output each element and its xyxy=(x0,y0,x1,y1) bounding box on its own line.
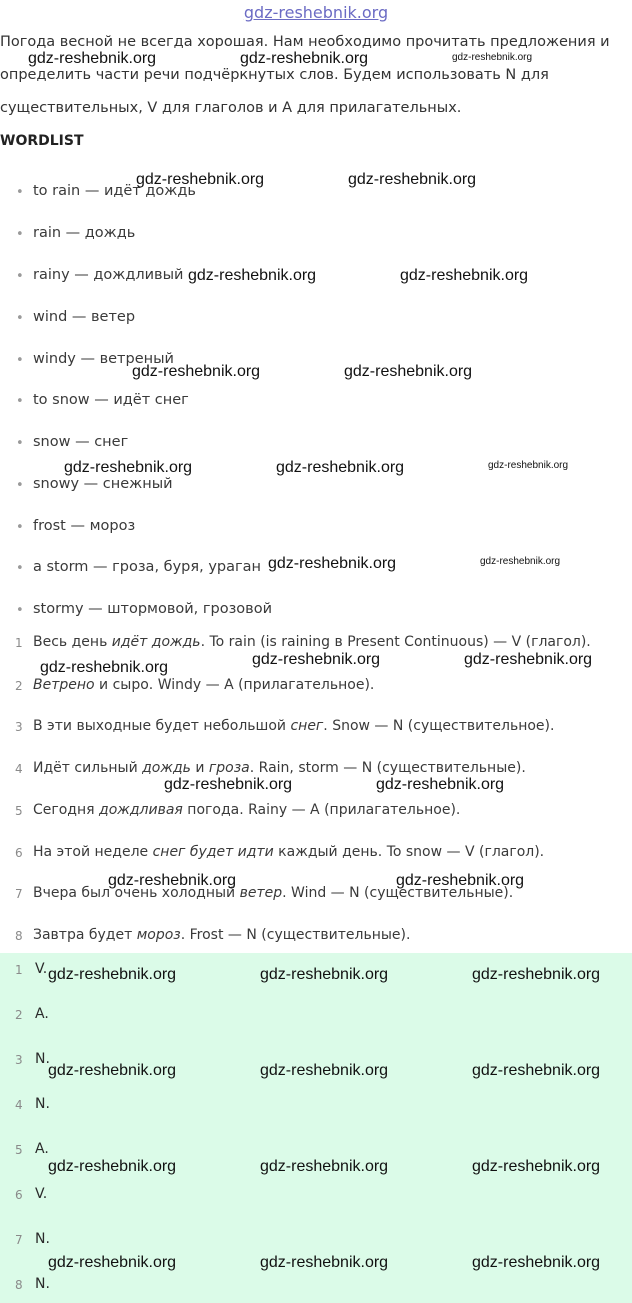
watermark-text: gdz-reshebnik.org xyxy=(260,1158,389,1175)
watermark-text: gdz-reshebnik.org xyxy=(400,267,529,284)
watermark-text: gdz-reshebnik.org xyxy=(252,651,381,668)
highlighted-word: идёт дождь xyxy=(111,634,201,650)
bullet-icon: • xyxy=(16,269,24,284)
watermark-text: gdz-reshebnik.org xyxy=(48,966,177,983)
highlighted-word: мороз xyxy=(136,927,181,943)
watermark-text: gdz-reshebnik.org xyxy=(488,460,569,471)
answer-value: N. xyxy=(35,1051,50,1067)
answer-value: N. xyxy=(35,1231,50,1247)
highlighted-word: гроза xyxy=(208,760,250,776)
bullet-icon: • xyxy=(16,311,24,326)
watermark-text: gdz-reshebnik.org xyxy=(396,872,525,889)
wordlist-item: windy — ветреный xyxy=(33,351,174,367)
watermark-text: gdz-reshebnik.org xyxy=(48,1254,177,1271)
bullet-icon: • xyxy=(16,603,24,618)
highlighted-word: Ветрено xyxy=(33,677,95,693)
sentence-text xyxy=(33,760,526,776)
watermark-text: gdz-reshebnik.org xyxy=(240,50,369,67)
answer-value: A. xyxy=(35,1006,49,1022)
bullet-icon: • xyxy=(16,227,24,242)
watermark-text: gdz-reshebnik.org xyxy=(260,966,389,983)
watermark-text: gdz-reshebnik.org xyxy=(48,1062,177,1079)
sentence-number: 6 xyxy=(15,846,23,860)
answers-panel xyxy=(0,953,632,1303)
answer-value: V. xyxy=(35,961,48,977)
watermark-text: gdz-reshebnik.org xyxy=(108,872,237,889)
highlighted-word: дождливая xyxy=(99,802,183,818)
wordlist-item: frost — мороз xyxy=(33,518,136,534)
bullet-icon: • xyxy=(16,353,24,368)
watermark-text: gdz-reshebnik.org xyxy=(64,459,193,476)
sentence-fragment: . Frost — N (существительные). xyxy=(180,927,411,943)
site-link[interactable]: gdz-reshebnik.org xyxy=(243,3,389,22)
answer-number: 2 xyxy=(15,1008,23,1022)
sentence-number: 3 xyxy=(15,720,23,734)
sentence-number: 5 xyxy=(15,804,23,818)
answer-number: 5 xyxy=(15,1143,23,1157)
watermark-text: gdz-reshebnik.org xyxy=(136,171,265,188)
highlighted-word: ветер xyxy=(239,885,283,901)
wordlist-item: rainy — дождливый xyxy=(33,267,184,283)
sentence-number: 1 xyxy=(15,636,23,650)
answer-number: 1 xyxy=(15,963,23,977)
sentence-fragment: погода. Rainy — A (прилагательное). xyxy=(182,802,461,818)
sentence-text xyxy=(33,927,410,943)
wordlist-item: rain — дождь xyxy=(33,225,136,241)
watermark-text: gdz-reshebnik.org xyxy=(472,966,601,983)
answer-number: 3 xyxy=(15,1053,23,1067)
sentence-fragment: Вчера был очень холодный xyxy=(33,885,240,901)
sentence-fragment: . Rain, storm — N (существительные). xyxy=(249,760,526,776)
sentence-fragment: . To rain (is raining в Present Continuous) — V (глагол). xyxy=(200,634,591,650)
highlighted-word: снег будет идти xyxy=(152,844,274,860)
sentence-fragment: На этой неделе xyxy=(33,844,153,860)
answer-value: V. xyxy=(35,1186,48,1202)
watermark-text: gdz-reshebnik.org xyxy=(472,1158,601,1175)
bullet-icon: • xyxy=(16,520,24,535)
highlighted-word: снег xyxy=(290,718,324,734)
wordlist-item: wind — ветер xyxy=(33,309,136,325)
bullet-icon: • xyxy=(16,394,24,409)
watermark-text: gdz-reshebnik.org xyxy=(472,1254,601,1271)
intro-line-1: Погода весной не всегда хорошая. Нам необходимо прочитать предложения и xyxy=(0,34,610,50)
sentence-fragment: . Wind — N (существительные). xyxy=(282,885,514,901)
answer-number: 6 xyxy=(15,1188,23,1202)
intro-line-2: определить части речи подчёркнутых слов. Будем использовать N для xyxy=(0,67,549,83)
sentence-fragment: Весь день xyxy=(33,634,112,650)
watermark-text: gdz-reshebnik.org xyxy=(268,555,397,572)
answer-number: 4 xyxy=(15,1098,23,1112)
sentence-text xyxy=(33,677,374,693)
sentence-fragment: Сегодня xyxy=(33,802,100,818)
wordlist-item: snowy — снежный xyxy=(33,476,173,492)
bullet-icon: • xyxy=(16,185,24,200)
watermark-text: gdz-reshebnik.org xyxy=(260,1062,389,1079)
sentence-fragment: и сыро. Windy — A (прилагательное). xyxy=(94,677,375,693)
watermark-text: gdz-reshebnik.org xyxy=(48,1158,177,1175)
sentence-fragment: каждый день. To snow — V (глагол). xyxy=(273,844,545,860)
watermark-text: gdz-reshebnik.org xyxy=(188,267,317,284)
wordlist-heading: WORDLIST xyxy=(0,133,84,149)
intro-line-3: существительных, V для глаголов и A для прилагательных. xyxy=(0,100,462,116)
watermark-text: gdz-reshebnik.org xyxy=(348,171,477,188)
sentence-fragment: и xyxy=(190,760,209,776)
watermark-text: gdz-reshebnik.org xyxy=(28,50,157,67)
sentence-text xyxy=(33,802,460,818)
watermark-text: gdz-reshebnik.org xyxy=(480,556,561,567)
answer-number: 7 xyxy=(15,1233,23,1247)
watermark-text: gdz-reshebnik.org xyxy=(164,776,293,793)
wordlist-item: to snow — идёт снег xyxy=(33,392,189,408)
wordlist-item: to rain — идёт дождь xyxy=(33,183,196,199)
wordlist-item: a storm — гроза, буря, ураган xyxy=(33,559,261,575)
watermark-text: gdz-reshebnik.org xyxy=(40,659,169,676)
sentence-fragment: Идёт сильный xyxy=(33,760,143,776)
sentence-text xyxy=(33,844,544,860)
sentence-fragment: Завтра будет xyxy=(33,927,137,943)
watermark-text: gdz-reshebnik.org xyxy=(452,52,533,63)
sentence-fragment: В эти выходные будет небольшой xyxy=(33,718,291,734)
answer-number: 8 xyxy=(15,1278,23,1292)
sentence-text xyxy=(33,718,554,734)
bullet-icon: • xyxy=(16,478,24,493)
watermark-text: gdz-reshebnik.org xyxy=(464,651,593,668)
sentence-number: 2 xyxy=(15,679,23,693)
bullet-icon: • xyxy=(16,436,24,451)
sentence-number: 8 xyxy=(15,929,23,943)
watermark-text: gdz-reshebnik.org xyxy=(472,1062,601,1079)
answer-value: N. xyxy=(35,1096,50,1112)
watermark-text: gdz-reshebnik.org xyxy=(276,459,405,476)
answer-value: N. xyxy=(35,1276,50,1292)
watermark-text: gdz-reshebnik.org xyxy=(132,363,261,380)
answer-value: A. xyxy=(35,1141,49,1157)
bullet-icon: • xyxy=(16,561,24,576)
highlighted-word: дождь xyxy=(142,760,191,776)
sentence-number: 4 xyxy=(15,762,23,776)
wordlist-item: stormy — штормовой, грозовой xyxy=(33,601,273,617)
watermark-text: gdz-reshebnik.org xyxy=(376,776,505,793)
watermark-text: gdz-reshebnik.org xyxy=(260,1254,389,1271)
sentence-fragment: . Snow — N (существительное). xyxy=(323,718,555,734)
watermark-text: gdz-reshebnik.org xyxy=(344,363,473,380)
wordlist-item: snow — снег xyxy=(33,434,129,450)
sentence-text xyxy=(33,634,591,650)
sentence-number: 7 xyxy=(15,887,23,901)
